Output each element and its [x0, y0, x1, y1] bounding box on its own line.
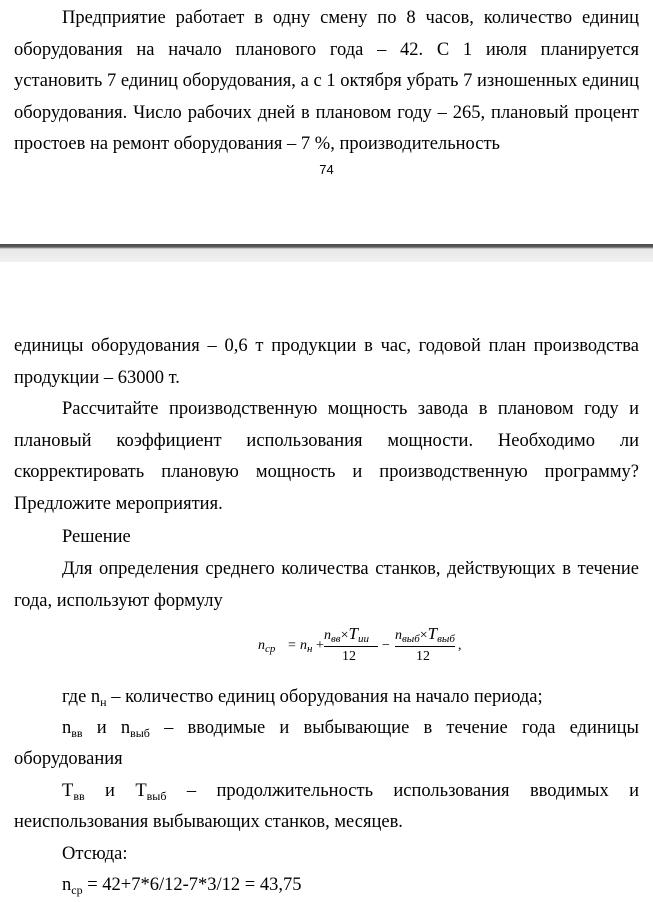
task-paragraph-continuation: единицы оборудования – 0,6 т продукции в час, годовой план производства продукции – 63000 т.: [14, 336, 639, 388]
task-question-paragraph: Рассчитайте производственную мощность завода в плановом году и плановый коэффициент использования мощности. Необходимо ли скорректировать плановую мощность и производственную программу? Предложите мероприятия.: [14, 399, 639, 514]
formula-comma: ,: [458, 638, 462, 653]
formula-minus: −: [382, 638, 390, 653]
formula-intro-paragraph: Для определения среднего количества станков, действующих в течение года, используют формулу: [14, 559, 639, 611]
average-result-line: $n_{ср} = 42+7*6/12-7*3/12 = 43,75$: [62, 875, 302, 897]
definition-nn: где $n_н$ – количество единиц оборудования на начало периода;: [62, 687, 543, 709]
page-break-separator: [0, 244, 653, 262]
formula-lhs: $n_{ср}$: [258, 638, 276, 655]
definition-tvv-line1: $Т_{вв}$ и $Т_{выб}$ – продолжительность использования вводимых и: [62, 781, 639, 803]
fraction-bar-2: [395, 646, 455, 647]
formula-numerator-2: $n_{выб}\times T_{выб}$: [395, 624, 455, 645]
formula-n-start: $n_н$: [300, 638, 313, 655]
formula-denominator-1: 12: [342, 649, 356, 664]
definition-nvv-line1: $n_{вв}$ и $n_{выб}$ – вводимые и выбывающие в течение года единицы: [62, 718, 639, 740]
solution-heading: Решение: [62, 527, 131, 547]
formula-numerator-1: $n_{вв}\times T_{ии}$: [324, 624, 369, 645]
page-number: 74: [319, 162, 334, 177]
formula-equals: =: [288, 638, 296, 653]
definition-nvv-line2: оборудования: [14, 749, 123, 769]
formula-plus: +: [316, 638, 324, 653]
task-paragraph-start: Предприятие работает в одну смену по 8 часов, количество единиц оборудования на начало планового года – 42. С 1 июля планируется установить 7 единиц оборудования, а с 1 октября убрать 7 изношенных единиц оборудования. Число рабочих дней в плановом году – 265, плановый процент простоев на ремонт оборудования – 7 %, производительность: [14, 8, 639, 154]
formula-denominator-2: 12: [416, 649, 430, 664]
average-machines-formula: [258, 624, 468, 668]
hence-label: Отсюда:: [62, 844, 128, 864]
definition-tvv-line2: неиспользования выбывающих станков, месяцев.: [14, 812, 403, 832]
page-top: [0, 0, 653, 244]
fraction-bar-1: [324, 646, 378, 647]
